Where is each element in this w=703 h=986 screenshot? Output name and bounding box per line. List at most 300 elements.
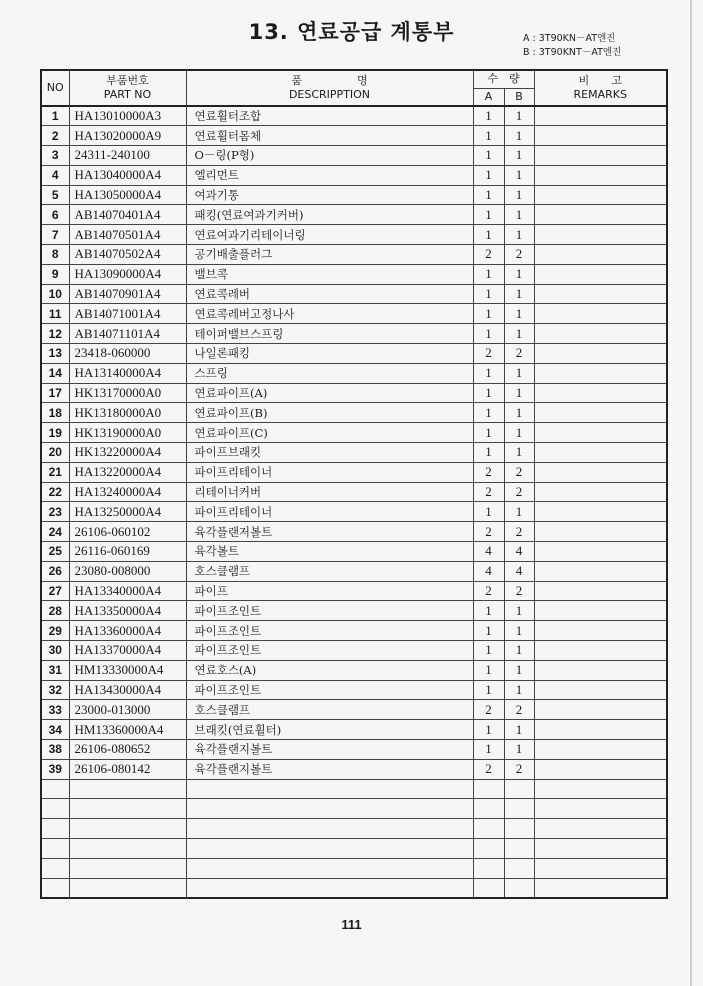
part-description: 여과기통: [186, 185, 473, 205]
part-description: 연료콕레버고정나사: [186, 304, 473, 324]
remarks: [534, 660, 667, 680]
remarks: [534, 106, 667, 126]
table-row: [41, 759, 667, 779]
quantity-a: 2: [473, 700, 504, 720]
quantity-a: 1: [473, 720, 504, 740]
remarks: [534, 205, 667, 225]
header-qty-a: A: [473, 88, 504, 106]
part-description: 육각플랜저볼트: [186, 522, 473, 542]
part-number: HA13350000A4: [69, 601, 186, 621]
part-number: 26106-060102: [69, 522, 186, 542]
part-number-index: 32: [41, 680, 69, 700]
remarks: [534, 264, 667, 284]
remarks: [534, 542, 667, 562]
part-number: HA13340000A4: [69, 581, 186, 601]
part-description: O－링(P형): [186, 146, 473, 166]
part-number: HA13360000A4: [69, 621, 186, 641]
remarks: [534, 759, 667, 779]
quantity-a: 1: [473, 502, 504, 522]
table-row: [41, 423, 667, 443]
remarks: [534, 383, 667, 403]
table-row: [41, 522, 667, 542]
part-number: 23418-060000: [69, 344, 186, 364]
remarks: [534, 799, 667, 819]
table-row: [41, 344, 667, 364]
remarks: [534, 838, 667, 858]
remarks: [534, 561, 667, 581]
part-description: 파이프: [186, 581, 473, 601]
quantity-a: 1: [473, 660, 504, 680]
part-number-index: 33: [41, 700, 69, 720]
part-number-index: 12: [41, 324, 69, 344]
part-description: [186, 819, 473, 839]
part-number: [69, 779, 186, 799]
quantity-b: 1: [504, 284, 534, 304]
quantity-b: 1: [504, 720, 534, 740]
page-edge-shadow: [690, 0, 692, 986]
part-number: [69, 819, 186, 839]
part-number: [69, 799, 186, 819]
header-part-no-en: PART NO: [103, 88, 152, 101]
part-number: AB14070401A4: [69, 205, 186, 225]
quantity-b: 4: [504, 542, 534, 562]
quantity-a: [473, 779, 504, 799]
table-row: [41, 205, 667, 225]
part-number-index: 25: [41, 542, 69, 562]
part-description: 파이프리테이너: [186, 462, 473, 482]
remarks: [534, 700, 667, 720]
part-description: [186, 878, 473, 898]
table-row: [41, 621, 667, 641]
part-number-index: 11: [41, 304, 69, 324]
part-number-index: 13: [41, 344, 69, 364]
quantity-a: 1: [473, 641, 504, 661]
remarks: [534, 779, 667, 799]
empty-table-row: [41, 858, 667, 878]
part-number-index: 5: [41, 185, 69, 205]
part-description: 공기배출플러그: [186, 245, 473, 265]
quantity-b: 1: [504, 601, 534, 621]
remarks: [534, 878, 667, 898]
table-row: [41, 581, 667, 601]
part-number: HA13050000A4: [69, 185, 186, 205]
part-description: 패킹(연료여과기커버): [186, 205, 473, 225]
table-row: [41, 165, 667, 185]
remarks: [534, 601, 667, 621]
quantity-a: 2: [473, 344, 504, 364]
header-remarks-ko: 비 고: [578, 74, 622, 87]
quantity-b: 1: [504, 304, 534, 324]
quantity-b: 1: [504, 502, 534, 522]
quantity-b: 2: [504, 700, 534, 720]
part-number-index: 17: [41, 383, 69, 403]
part-number-index: [41, 799, 69, 819]
quantity-a: 4: [473, 542, 504, 562]
part-number: HA13020000A9: [69, 126, 186, 146]
part-number-index: 14: [41, 363, 69, 383]
part-number: HK13190000A0: [69, 423, 186, 443]
quantity-b: 2: [504, 522, 534, 542]
quantity-b: 1: [504, 165, 534, 185]
parts-table: [40, 69, 668, 899]
quantity-b: [504, 799, 534, 819]
remarks: [534, 581, 667, 601]
part-description: [186, 779, 473, 799]
part-number-index: [41, 878, 69, 898]
part-number: AB14071101A4: [69, 324, 186, 344]
quantity-a: [473, 799, 504, 819]
quantity-b: 2: [504, 759, 534, 779]
quantity-b: 2: [504, 344, 534, 364]
part-number-index: 38: [41, 740, 69, 760]
part-description: 육각플랜지볼트: [186, 740, 473, 760]
table-row: [41, 146, 667, 166]
part-description: 연료파이프(C): [186, 423, 473, 443]
remarks: [534, 403, 667, 423]
part-number: HA13250000A4: [69, 502, 186, 522]
quantity-b: 1: [504, 383, 534, 403]
part-number: 24311-240100: [69, 146, 186, 166]
quantity-a: 1: [473, 324, 504, 344]
table-row: [41, 641, 667, 661]
remarks: [534, 245, 667, 265]
part-number: 23000-013000: [69, 700, 186, 720]
part-number: HA13430000A4: [69, 680, 186, 700]
part-number-index: 23: [41, 502, 69, 522]
quantity-a: [473, 858, 504, 878]
remarks: [534, 621, 667, 641]
part-number-index: 18: [41, 403, 69, 423]
part-number-index: 27: [41, 581, 69, 601]
part-number-index: 3: [41, 146, 69, 166]
header-description: [186, 70, 473, 106]
header-description-ko: 품 명: [291, 74, 368, 87]
part-number: [69, 878, 186, 898]
part-description: 파이프조인트: [186, 680, 473, 700]
part-description: 연료파이프(B): [186, 403, 473, 423]
part-number-index: 26: [41, 561, 69, 581]
quantity-a: 2: [473, 245, 504, 265]
quantity-a: 1: [473, 126, 504, 146]
part-number: 26106-080652: [69, 740, 186, 760]
part-number: 26106-080142: [69, 759, 186, 779]
quantity-a: 1: [473, 146, 504, 166]
quantity-b: 1: [504, 126, 534, 146]
page-number: 111: [341, 917, 362, 932]
quantity-b: [504, 838, 534, 858]
quantity-b: 1: [504, 403, 534, 423]
part-number-index: 28: [41, 601, 69, 621]
part-number: 23080-008000: [69, 561, 186, 581]
part-description: 브래킷(연료휠터): [186, 720, 473, 740]
part-number: HA13090000A4: [69, 264, 186, 284]
part-description: 파이프브래킷: [186, 443, 473, 463]
header-remarks-en: REMARKS: [573, 88, 627, 101]
table-row: [41, 324, 667, 344]
part-description: 호스클램프: [186, 700, 473, 720]
header-qty-b: B: [504, 88, 534, 106]
quantity-a: 1: [473, 106, 504, 126]
part-number: AB14070502A4: [69, 245, 186, 265]
quantity-b: 4: [504, 561, 534, 581]
remarks: [534, 502, 667, 522]
quantity-a: 1: [473, 443, 504, 463]
part-number: AB14070501A4: [69, 225, 186, 245]
quantity-b: 1: [504, 740, 534, 760]
remarks: [534, 225, 667, 245]
part-number: HM13330000A4: [69, 660, 186, 680]
quantity-a: 1: [473, 304, 504, 324]
quantity-a: 1: [473, 601, 504, 621]
quantity-a: 1: [473, 383, 504, 403]
part-number: 26116-060169: [69, 542, 186, 562]
table-row: [41, 284, 667, 304]
quantity-b: [504, 779, 534, 799]
part-number-index: 8: [41, 245, 69, 265]
quantity-b: 1: [504, 660, 534, 680]
table-row: [41, 502, 667, 522]
quantity-b: 1: [504, 680, 534, 700]
part-description: 연료휠터몸체: [186, 126, 473, 146]
part-number-index: 9: [41, 264, 69, 284]
empty-table-row: [41, 878, 667, 898]
quantity-b: 1: [504, 621, 534, 641]
quantity-a: 2: [473, 759, 504, 779]
quantity-b: 1: [504, 363, 534, 383]
part-number-index: 39: [41, 759, 69, 779]
part-number-index: [41, 819, 69, 839]
table-row: [41, 363, 667, 383]
part-description: [186, 799, 473, 819]
table-row: [41, 740, 667, 760]
part-description: 연료파이프(A): [186, 383, 473, 403]
table-row: [41, 720, 667, 740]
quantity-a: 2: [473, 522, 504, 542]
table-row: [41, 264, 667, 284]
part-number-index: 24: [41, 522, 69, 542]
header-description-en: DESCRIPPTION: [288, 88, 371, 101]
part-description: 파이프조인트: [186, 621, 473, 641]
table-row: [41, 403, 667, 423]
quantity-b: 1: [504, 324, 534, 344]
part-number-index: 22: [41, 482, 69, 502]
quantity-b: 2: [504, 462, 534, 482]
part-description: 엘리먼트: [186, 165, 473, 185]
table-row: [41, 185, 667, 205]
remarks: [534, 740, 667, 760]
table-row: [41, 601, 667, 621]
part-number-index: 2: [41, 126, 69, 146]
part-description: 연료호스(A): [186, 660, 473, 680]
quantity-a: 1: [473, 680, 504, 700]
quantity-b: 1: [504, 443, 534, 463]
part-number-index: 21: [41, 462, 69, 482]
quantity-a: 1: [473, 264, 504, 284]
quantity-b: 1: [504, 264, 534, 284]
remarks: [534, 641, 667, 661]
part-number-index: 19: [41, 423, 69, 443]
part-number: HK13180000A0: [69, 403, 186, 423]
remarks: [534, 423, 667, 443]
remarks: [534, 482, 667, 502]
table-row: [41, 482, 667, 502]
remarks: [534, 324, 667, 344]
part-number: HM13360000A4: [69, 720, 186, 740]
part-number-index: 1: [41, 106, 69, 126]
part-number: HA13140000A4: [69, 363, 186, 383]
quantity-a: [473, 878, 504, 898]
part-number-index: 20: [41, 443, 69, 463]
table-row: [41, 126, 667, 146]
quantity-b: [504, 878, 534, 898]
part-description: 나일론패킹: [186, 344, 473, 364]
part-number: HK13170000A0: [69, 383, 186, 403]
part-number: HA13220000A4: [69, 462, 186, 482]
quantity-a: [473, 838, 504, 858]
part-description: [186, 838, 473, 858]
parts-table-body: [41, 106, 667, 898]
table-row: [41, 462, 667, 482]
table-row: [41, 383, 667, 403]
part-number-index: 6: [41, 205, 69, 225]
part-number: HA13240000A4: [69, 482, 186, 502]
table-row: [41, 561, 667, 581]
quantity-a: 1: [473, 363, 504, 383]
remarks: [534, 462, 667, 482]
quantity-a: 1: [473, 740, 504, 760]
part-description: 연료콕레버: [186, 284, 473, 304]
remarks: [534, 819, 667, 839]
part-number-index: 4: [41, 165, 69, 185]
part-number-index: 30: [41, 641, 69, 661]
quantity-a: 2: [473, 482, 504, 502]
part-description: 밸브콕: [186, 264, 473, 284]
quantity-b: 1: [504, 641, 534, 661]
table-row: [41, 680, 667, 700]
quantity-a: 1: [473, 225, 504, 245]
quantity-a: 1: [473, 423, 504, 443]
part-number: HK13220000A4: [69, 443, 186, 463]
quantity-a: 1: [473, 205, 504, 225]
remarks: [534, 858, 667, 878]
part-number: HA13040000A4: [69, 165, 186, 185]
empty-table-row: [41, 779, 667, 799]
quantity-a: 1: [473, 165, 504, 185]
part-number-index: [41, 858, 69, 878]
page-title: 13. 연료공급 계통부: [248, 20, 455, 44]
table-row: [41, 443, 667, 463]
quantity-b: 1: [504, 185, 534, 205]
table-row: [41, 245, 667, 265]
part-number-index: 31: [41, 660, 69, 680]
table-row: [41, 106, 667, 126]
part-description: 테이퍼밸브스프링: [186, 324, 473, 344]
quantity-a: 4: [473, 561, 504, 581]
remarks: [534, 443, 667, 463]
part-number-index: 29: [41, 621, 69, 641]
table-row: [41, 304, 667, 324]
header-no: NO: [41, 70, 69, 106]
remarks: [534, 126, 667, 146]
remarks: [534, 363, 667, 383]
quantity-b: 1: [504, 146, 534, 166]
part-description: 연료휠터조합: [186, 106, 473, 126]
quantity-b: 2: [504, 482, 534, 502]
table-row: [41, 542, 667, 562]
part-number: HA13010000A3: [69, 106, 186, 126]
quantity-b: 1: [504, 106, 534, 126]
part-number-index: 7: [41, 225, 69, 245]
quantity-b: [504, 819, 534, 839]
remarks: [534, 720, 667, 740]
quantity-a: 2: [473, 581, 504, 601]
header-part-no-ko: 부품번호: [106, 74, 149, 87]
remarks: [534, 185, 667, 205]
part-number-index: [41, 779, 69, 799]
part-description: 스프링: [186, 363, 473, 383]
remarks: [534, 165, 667, 185]
part-number-index: [41, 838, 69, 858]
quantity-b: 1: [504, 423, 534, 443]
header-quantity: 수 량: [473, 70, 534, 88]
remarks: [534, 680, 667, 700]
part-description: 리테이너커버: [186, 482, 473, 502]
part-description: 파이프조인트: [186, 641, 473, 661]
part-number: [69, 838, 186, 858]
part-description: 육각볼트: [186, 542, 473, 562]
part-description: 파이프조인트: [186, 601, 473, 621]
part-number: HA13370000A4: [69, 641, 186, 661]
part-number: [69, 858, 186, 878]
remarks: [534, 304, 667, 324]
part-number: AB14070901A4: [69, 284, 186, 304]
part-description: 연료여과기리테이너링: [186, 225, 473, 245]
remarks: [534, 522, 667, 542]
quantity-b: 1: [504, 205, 534, 225]
engine-legend-b: B : 3T90KNT－AT엔진: [523, 47, 622, 58]
quantity-a: 1: [473, 284, 504, 304]
part-description: 호스클램프: [186, 561, 473, 581]
empty-table-row: [41, 838, 667, 858]
quantity-a: 1: [473, 403, 504, 423]
remarks: [534, 146, 667, 166]
table-row: [41, 225, 667, 245]
quantity-a: 2: [473, 462, 504, 482]
empty-table-row: [41, 819, 667, 839]
quantity-a: 1: [473, 185, 504, 205]
quantity-b: 2: [504, 245, 534, 265]
table-row: [41, 660, 667, 680]
remarks: [534, 344, 667, 364]
engine-legend: [523, 32, 621, 60]
part-description: 육각플랜지볼트: [186, 759, 473, 779]
part-description: [186, 858, 473, 878]
quantity-a: 1: [473, 621, 504, 641]
quantity-b: 2: [504, 581, 534, 601]
header-remarks: [534, 70, 667, 106]
header-part-no: [69, 70, 186, 106]
part-description: 파이프리테이너: [186, 502, 473, 522]
table-row: [41, 700, 667, 720]
quantity-a: [473, 819, 504, 839]
quantity-b: 1: [504, 225, 534, 245]
part-number-index: 34: [41, 720, 69, 740]
remarks: [534, 284, 667, 304]
quantity-b: [504, 858, 534, 878]
part-number: AB14071001A4: [69, 304, 186, 324]
engine-legend-a: A : 3T90KN－AT엔진: [523, 33, 616, 44]
empty-table-row: [41, 799, 667, 819]
